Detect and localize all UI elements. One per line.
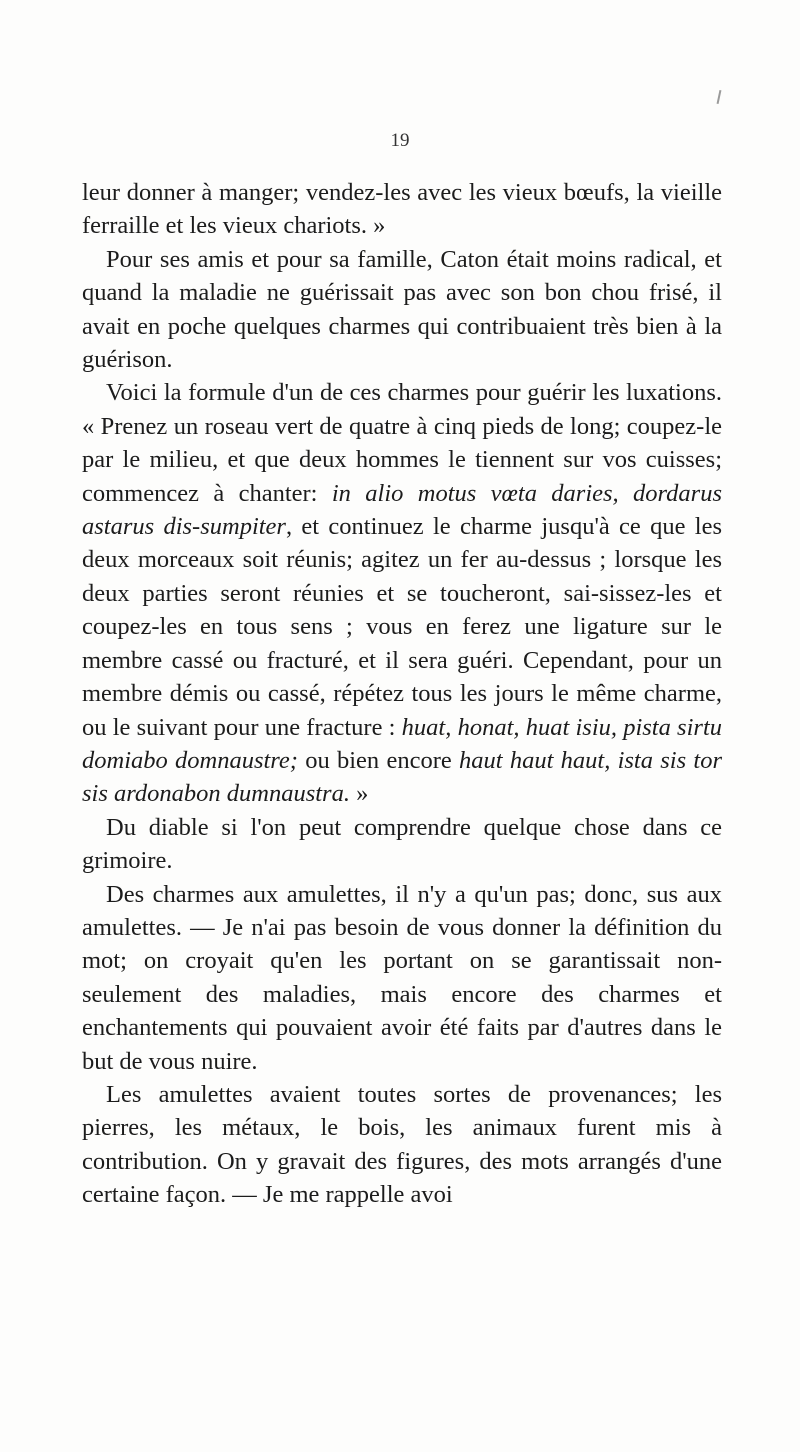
text-segment: Du diable si l'on peut comprendre quelque chose dans ce grimoire. <box>82 813 722 875</box>
paragraph-5 <box>82 878 722 1078</box>
stray-ink-mark <box>717 90 722 104</box>
paragraph-2 <box>82 243 722 377</box>
text-segment: ou bien encore <box>297 746 459 774</box>
page-number: 19 <box>390 130 410 151</box>
text-segment: Les amulettes avaient toutes sortes de provenances; les pierres, les métaux, le bois, les animaux furent mis à contribution. On y gravait des figures, des mots arrangés d'une certaine façon. — Je me rappelle avoi <box>82 1080 722 1209</box>
text-segment: » <box>349 780 369 808</box>
text-segment: leur donner à manger; vendez-les avec les vieux bœufs, la vieille ferraille et les vieux chariots. » <box>82 179 722 240</box>
latin-charm-1: in alio motus vœta daries, dordarus astarus dis-sumpiter <box>82 479 722 541</box>
text-segment: Des charmes aux amulettes, il n'y a qu'un pas; donc, sus aux amulettes. — Je n'ai pas besoin de vous donner la définition du mot; on croyait qu'en les portant on se garantissait non-seulement des maladies, mais encore des charmes et enchantements qui pouvaient avoir été faits par d'autres dans le but de vous nuire. <box>82 880 722 1075</box>
text-segment: Voici la formule d'un de ces charmes pour guérir les luxations. « Prenez un roseau vert de quatre à cinq pieds de long; coupez-le par le milieu, et que deux hommes le tiennent sur vos cuisses; commencez à chanter: <box>82 379 722 507</box>
paragraph-4 <box>82 811 722 878</box>
paragraph-6 <box>82 1078 722 1212</box>
latin-charm-2: huat, honat, huat isiu, pista sirtu domiabo domnaustre; <box>82 713 722 774</box>
latin-charm-3: haut haut haut, ista sis tor sis ardonabon dumnaustra. <box>82 746 722 808</box>
body-text <box>82 176 722 1212</box>
paragraph-3 <box>82 376 722 810</box>
text-segment: Pour ses amis et pour sa famille, Caton était moins radical, et quand la maladie ne guérissait pas avec son bon chou frisé, il avait en poche quelques charmes qui contribuaient très bien à la guérison. <box>82 245 722 374</box>
paragraph-1 <box>82 176 722 243</box>
text-segment: , et continuez le charme jusqu'à ce que les deux morceaux soit réunis; agitez un fer au-dessus ; lorsque les deux parties seront réunies et se toucheront, sai-sissez-les et coupez-les en tous sens ; vous en ferez une ligature sur le membre cassé ou fracturé, et il sera guéri. Cependant, pour un membre démis ou cassé, répétez tous les jours le même charme, ou le suivant pour une fracture : <box>82 513 723 741</box>
